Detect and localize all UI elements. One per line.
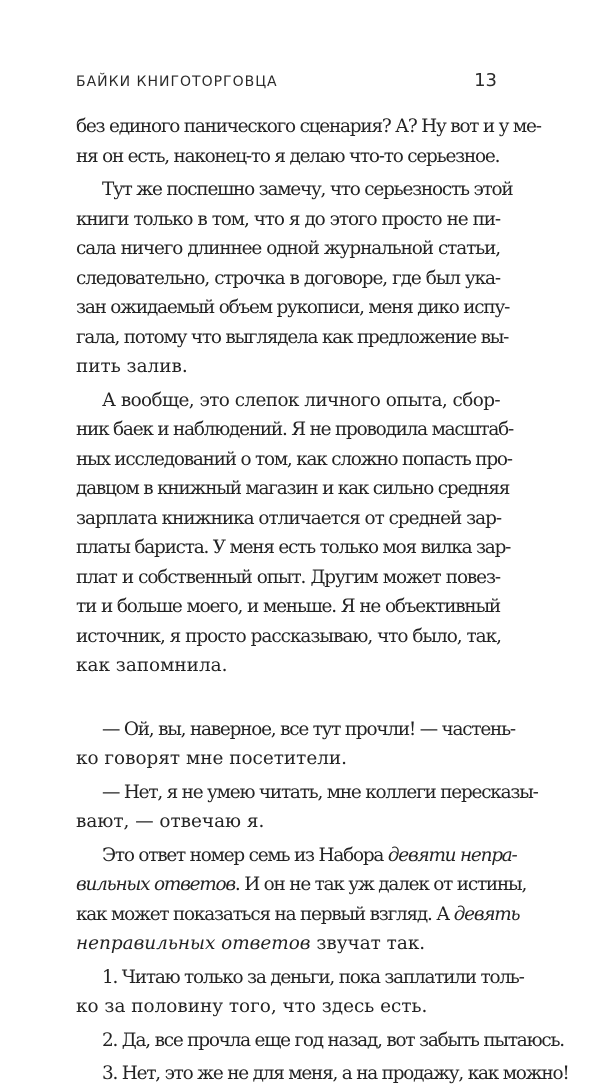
text-line: — Нет, я не умею читать, мне коллеги пересказы- bbox=[102, 781, 538, 803]
text-line: А вообще, это слепок личного опыта, сбор- bbox=[102, 389, 500, 411]
numbered-list bbox=[76, 963, 569, 1089]
text-line: без единого панического сценария? А? Ну вот и у ме- bbox=[76, 116, 541, 137]
text-line: ко за половину того, что здесь есть. bbox=[76, 996, 428, 1017]
text-line: вают, — отвечаю я. bbox=[76, 811, 265, 832]
text-line: 3. Нет, это же не для меня, а на продажу, как можно! bbox=[102, 1063, 569, 1084]
text-line: — Ой, вы, наверное, все тут прочли! — частень- bbox=[102, 718, 515, 740]
text-line: ня он есть, наконец-то я делаю что-то серьезное. bbox=[76, 145, 500, 167]
italic-run: вильных ответов bbox=[76, 874, 235, 895]
text-run: . И он не так уж далек от истины, bbox=[234, 874, 527, 895]
text-line: следовательно, строчка в договоре, где был ука- bbox=[76, 267, 500, 289]
text-line: книги только в том, что я до этого просто не пи- bbox=[76, 208, 500, 230]
running-header bbox=[76, 70, 497, 100]
page-body bbox=[76, 112, 569, 1089]
dialogue-1 bbox=[76, 715, 515, 774]
text-line: 2. Да, все прочла еще год назад, вот забыть пытаюсь. bbox=[102, 1029, 564, 1051]
text-run: Это ответ номер семь из Набора bbox=[102, 844, 388, 866]
text-line: сала ничего длиннее одной журнальной статьи, bbox=[76, 238, 500, 259]
text-line: ко говорят мне посетители. bbox=[76, 748, 348, 769]
text-line bbox=[76, 900, 520, 930]
dialogue-2 bbox=[76, 778, 538, 837]
page-number: 13 bbox=[474, 70, 497, 91]
text-line bbox=[76, 929, 500, 959]
text-line bbox=[76, 841, 517, 871]
text-line: гала, потому что выглядела как предложение вы- bbox=[76, 326, 509, 348]
text-line bbox=[76, 870, 527, 900]
paragraph-1 bbox=[76, 112, 541, 171]
text-line: источник, я просто рассказываю, что было, так, bbox=[76, 625, 501, 647]
list-item bbox=[76, 1059, 569, 1089]
list-item bbox=[76, 963, 524, 1022]
italic-run: девяти непра- bbox=[387, 844, 517, 866]
text-line: 1. Читаю только за деньги, пока заплатили толь- bbox=[102, 966, 524, 988]
text-line: давцом в книжный магазин и как сильно средняя bbox=[76, 478, 510, 499]
text-line: ник баек и наблюдений. Я не проводила масштаб- bbox=[76, 419, 514, 440]
italic-run: девять bbox=[453, 903, 520, 925]
text-line: платы бариста. У меня есть только моя вилка зар- bbox=[76, 537, 511, 558]
text-line: ных исследований о том, как сложно попасть про- bbox=[76, 448, 512, 470]
text-run: как может показаться на первый взгляд. А bbox=[76, 903, 454, 925]
paragraph-4 bbox=[76, 841, 527, 959]
paragraph-2 bbox=[76, 175, 513, 382]
text-line: зан ожидаемый объем рукописи, меня дико испу- bbox=[76, 297, 510, 318]
text-line: плат и собственный опыт. Другим может повез- bbox=[76, 566, 500, 588]
text-line: как запомнила. bbox=[76, 655, 228, 676]
text-line: зарплата книжника отличается от средней зар- bbox=[76, 507, 502, 529]
text-line: Тут же поспешно замечу, что серьезность этой bbox=[102, 179, 513, 200]
text-run: звучат так. bbox=[310, 933, 426, 954]
text-line: пить залив. bbox=[76, 356, 188, 377]
italic-run: неправильных ответов bbox=[76, 933, 311, 954]
running-title: БАЙКИ КНИГОТОРГОВЦА bbox=[76, 74, 278, 90]
text-line: ти и больше моего, и меньше. Я не объективный bbox=[76, 596, 500, 617]
list-item bbox=[76, 1026, 564, 1056]
paragraph-3 bbox=[76, 386, 514, 681]
